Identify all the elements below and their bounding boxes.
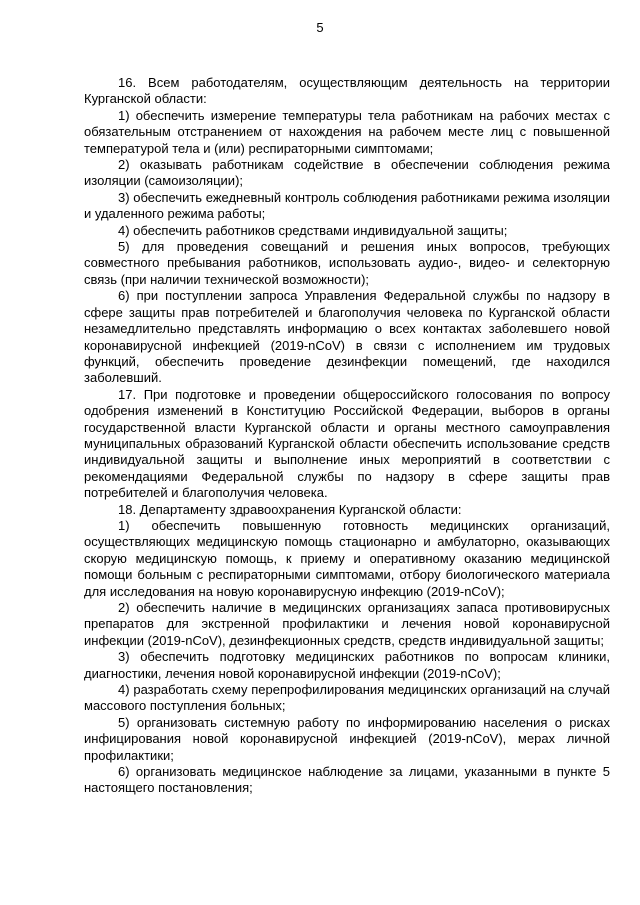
paragraph-16-item-3: 3) обеспечить ежедневный контроль соблюдения работниками режима изоляции и удаленного режима работы; [84,189,610,222]
paragraph-18-item-4: 4) разработать схему перепрофилирования медицинских организаций на случай массового поступления больных; [84,682,610,714]
document-body [84,75,610,797]
paragraph-16-item-5: 5) для проведения совещаний и решения иных вопросов, требующих совместного пребывания работников, использовать аудио-, видео- и селекторную связь (при наличии технической возможности); [84,239,610,287]
paragraph-18-item-2: 2) обеспечить наличие в медицинских организациях запаса противовирусных препаратов для экстренной профилактики и лечения новой коронавирусной инфекции (2019-nCoV), дезинфекционных средств, средств индивидуальной защиты; [84,600,610,648]
paragraph-16-item-4: 4) обеспечить работников средствами индивидуальной защиты; [118,222,508,238]
paragraph-16-item-2: 2) оказывать работникам содействие в обеспечении соблюдения режима изоляции (самоизоляции); [84,157,610,189]
paragraph-18-item-1: 1) обеспечить повышенную готовность медицинских организаций, осуществляющих медицинскую помощь стационарно и амбулаторно, оказывающих скорую медицинскую помощь, к приему и оперативному оказанию медицинской помощи больным с респираторными симптомами, отбору биологического материала для исследования на новую коронавирусную инфекцию (2019-nCoV); [84,517,610,599]
paragraph-16-item-6: 6) при поступлении запроса Управления Федеральной службы по надзору в сфере защиты прав потребителей и благополучия человека по Курганской области незамедлительно представлять информацию о всех контактах заболевшего новой коронавирусной инфекцией (2019-nCoV) в связи с исполнением им трудовых функций, обеспечить проведение дезинфекции помещений, где находился заболевший. [84,288,610,386]
page-number: 5 [316,20,324,35]
paragraph-18-intro: 18. Департаменту здравоохранения Курганской области: [118,501,462,517]
paragraph-17: 17. При подготовке и проведении общероссийского голосования по вопросу одобрения изменений в Конституцию Российской Федерации, выборов в органы государственной власти Курганской области и органы местного самоуправления муниципальных образований Курганской области обеспечить использование средств индивидуальной защиты и выполнение иных мероприятий в соответствии с рекомендациями Федеральной службы по надзору в сфере защиты прав потребителей и благополучия человека. [84,386,610,501]
paragraph-16-intro: 16. Всем работодателям, осуществляющим деятельность на территории Курганской области: [84,75,610,107]
paragraph-16-item-1: 1) обеспечить измерение температуры тела работникам на рабочих местах с обязательным отстранением от нахождения на рабочем месте лиц с повышенной температурой тела и (или) респираторными симптомами; [84,107,610,156]
paragraph-18-item-5: 5) организовать системную работу по информированию населения о рисках инфицирования новой коронавирусной инфекцией (2019-nCoV), мерах личной профилактики; [84,714,610,763]
paragraph-18-item-3: 3) обеспечить подготовку медицинских работников по вопросам клиники, диагностики, лечения новой коронавирусной инфекции (2019-nCoV); [84,649,610,681]
paragraph-18-item-6: 6) организовать медицинское наблюдение за лицами, указанными в пункте 5 настоящего постановления; [84,764,610,796]
